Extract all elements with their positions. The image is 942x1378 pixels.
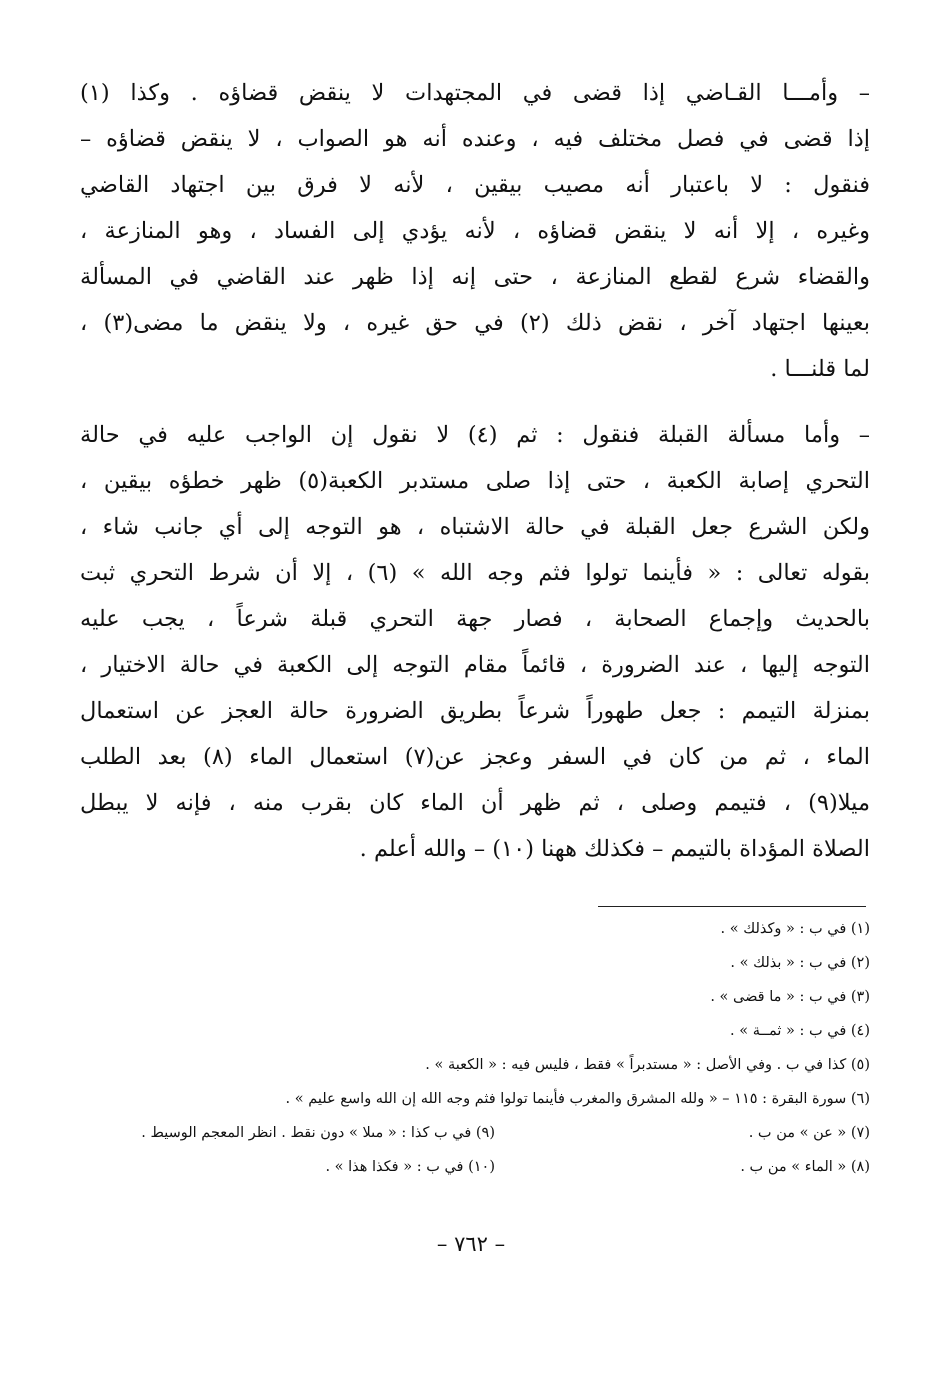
footnote-2: (٢) في ب : « بذلك » . xyxy=(730,955,870,971)
paragraph-qibla xyxy=(80,412,870,872)
page-number: – ٧٦٢ – xyxy=(436,1232,506,1256)
text-line: – وأمـــا القـاضي إذا قضى في المجتهدات لا ينقض قضاؤه . وكذا (١) xyxy=(80,80,870,106)
text-line: بقوله تعالى : « فأينما تولوا فثم وجه الله » (٦) ، إلا أن شرط التحري ثبت xyxy=(80,560,870,586)
footnote-row xyxy=(80,1150,870,1184)
text-line: وغيره ، إلا أنه لا ينقض قضاؤه ، لأنه يؤدي إلى الفساد ، وهو المنازعة ، xyxy=(80,218,870,244)
footnote-7: (٧) « عن » من ب . xyxy=(748,1125,870,1141)
text-line: بعينها اجتهاد آخر ، نقض ذلك (٢) في حق غيره ، ولا ينقض ما مضى(٣) ، xyxy=(80,310,870,336)
text-line: الماء ، ثم من كان في السفر وعجز عن(٧) استعمال الماء (٨) بعد الطلب xyxy=(80,744,870,770)
paragraph-judge xyxy=(80,70,870,392)
footnote-8: (٨) « الماء » من ب . xyxy=(740,1159,870,1175)
text-line: فنقول : لا باعتبار أنه مصيب بيقين ، لأنه لا فرق بين اجتهاد القاضي xyxy=(80,172,870,198)
text-line: إذا قضى في فصل مختلف فيه ، وعنده أنه هو الصواب ، لا ينقض قضاؤه – xyxy=(80,126,870,152)
footnote-4: (٤) في ب : « ثمــة » . xyxy=(730,1023,870,1039)
text-line: لما قلنـــا . xyxy=(770,356,870,382)
text-line: – وأما مسألة القبلة فنقول : ثم (٤) لا نقول إن الواجب عليه في حالة xyxy=(80,422,870,448)
footnote-9: (٩) في ب كذا : « مىلا » دون نقط . انظر المعجم الوسيط . xyxy=(141,1125,495,1141)
text-line: التحري إصابة الكعبة ، حتى إذا صلى مستدبر الكعبة(٥) ظهر خطؤه بيقين ، xyxy=(80,468,870,494)
footnote-separator xyxy=(598,906,866,907)
footnote-10: (١٠) في ب : « فكذا هذا » . xyxy=(325,1159,495,1175)
footnotes xyxy=(80,912,870,1184)
footnote-3: (٣) في ب : « ما قضى » . xyxy=(710,989,870,1005)
text-line: ولكن الشرع جعل القبلة في حالة الاشتباه ، هو التوجه إلى أي جانب شاء ، xyxy=(80,514,870,540)
footnote-5: (٥) كذا في ب . وفي الأصل : « مستدبراً » فقط ، فليس فيه : « الكعبة » . xyxy=(425,1057,870,1073)
main-text xyxy=(80,70,870,892)
text-line: ميلا(٩) ، فتيمم وصلى ، ثم ظهر أن الماء كان بقرب منه ، فإنه لا يبطل xyxy=(80,790,870,816)
footnote-6: (٦) سورة البقرة : ١١٥ – « ولله المشرق والمغرب فأينما تولوا فثم وجه الله إن الله واسع عليم » . xyxy=(285,1091,870,1107)
text-line: الصلاة المؤداة بالتيمم – فكذلك ههنا (١٠) – والله أعلم . xyxy=(359,836,870,862)
text-line: والقضاء شرع لقطع المنازعة ، حتى إنه إذا ظهر عند القاضي في المسألة xyxy=(80,264,870,290)
text-line: التوجه إليها ، عند الضرورة ، قائماً مقام التوجه إلى الكعبة في حالة الاختيار ، xyxy=(80,652,870,678)
text-line: بمنزلة التيمم : جعل طهوراً شرعاً بطريق الضرورة حالة العجز عن استعمال xyxy=(80,698,870,724)
footnote-1: (١) في ب : « وكذلك » . xyxy=(720,921,870,937)
footnote-row xyxy=(80,1116,870,1150)
text-line: بالحديث وإجماع الصحابة ، فصار جهة التحري قبلة شرعاً ، يجب عليه xyxy=(80,606,870,632)
